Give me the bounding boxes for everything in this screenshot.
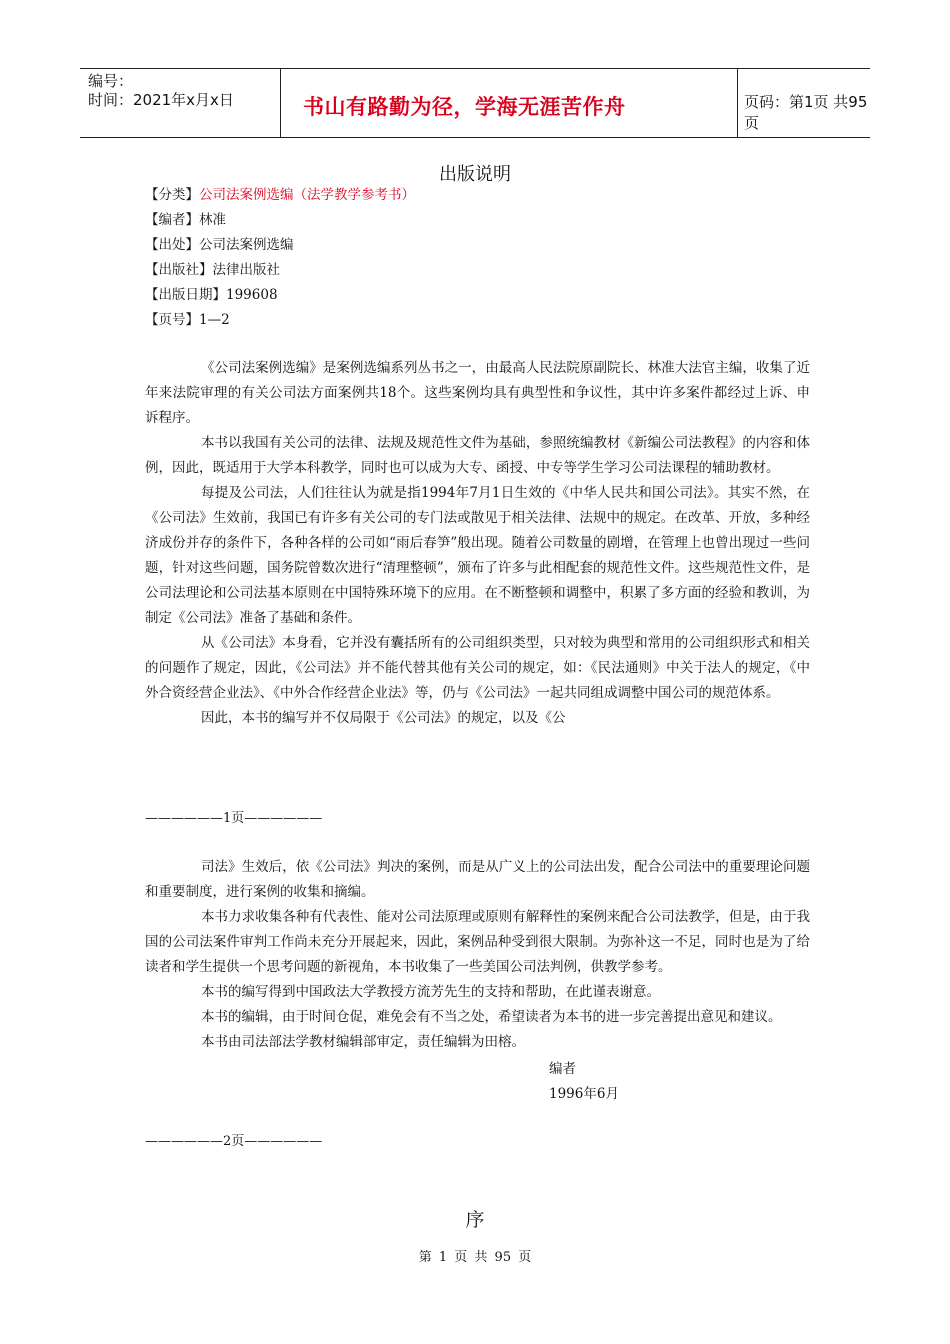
signature-date: 1996年6月 [549, 1086, 619, 1102]
meta-pages: 【页号】1—2 [145, 312, 230, 328]
document-number: 编号： [88, 72, 134, 90]
motto-text: 书山有路勤为径，学海无涯苦作舟 [303, 95, 626, 119]
meta-source: 【出处】公司法案例选编 [145, 237, 294, 253]
meta-date: 【出版日期】199608 [145, 287, 278, 303]
section-title: 序 [465, 1209, 485, 1231]
meta-editor: 【编者】林准 [145, 212, 226, 228]
page-separator-2: ——————2页—————— [145, 1134, 323, 1149]
metadata-list [145, 183, 415, 333]
header-info-cell [80, 69, 280, 137]
body-page2 [145, 855, 810, 1055]
category-link[interactable]: 公司法案例选编（法学教学参考书） [199, 187, 415, 203]
paragraph: 本书的编写得到中国政法大学教授方流芳先生的支持和帮助，在此谨表谢意。 [201, 984, 660, 1000]
paragraph: 本书以我国有关公司的法律、法规及规范性文件为基础，参照统编教材《新编公司法教程》的内容和体例，因此，既适用于大学本科教学，同时也可以成为大专、函授、中专等学生学习公司法课程的辅助教材。 [145, 435, 810, 476]
meta-publisher: 【出版社】法律出版社 [145, 262, 280, 278]
paragraph: 本书力求收集各种有代表性、能对公司法原理或原则有解释性的案例来配合公司法教学，但是，由于我国的公司法案件审判工作尚未充分开展起来，因此，案例品种受到很大限制。为弥补这一不足，同时也是为了给读者和学生提供一个思考问题的新视角，本书收集了一些美国公司法判例，供教学参考。 [145, 909, 810, 975]
signature-author: 编者 [549, 1061, 576, 1077]
header-motto-cell [280, 69, 738, 137]
paragraph: 本书的编辑，由于时间仓促，难免会有不当之处，希望读者为本书的进一步完善提出意见和建议。 [201, 1009, 782, 1025]
paragraph: 本书由司法部法学教材编辑部审定，责任编辑为田榕。 [201, 1034, 525, 1050]
paragraph: 从《公司法》本身看，它并没有囊括所有的公司组织类型，只对较为典型和常用的公司组织形式和相关的问题作了规定，因此，《公司法》并不能代替其他有关公司的规定，如：《民法通则》中关于法人的规定，《中外合资经营企业法》、《中外合作经营企业法》等，仍与《公司法》一起共同组成调整中国公司的规范体系。 [145, 635, 810, 701]
header-table [80, 68, 870, 138]
page-title: 出版说明 [439, 164, 511, 185]
body-page1 [145, 356, 810, 731]
paragraph: 《公司法案例选编》是案例选编系列丛书之一，由最高人民法院原副院长、林准大法官主编，收集了近年来法院审理的有关公司法方面案例共18个。这些案例均具有典型性和争议性，其中许多案件都经过上诉、申诉程序。 [145, 360, 810, 426]
paragraph: 因此，本书的编写并不仅局限于《公司法》的规定，以及《公 [201, 710, 566, 726]
page-separator-1: ——————1页—————— [145, 811, 323, 826]
paragraph: 每提及公司法，人们往往认为就是指1994年7月1日生效的《中华人民共和国公司法》。其实不然，在《公司法》生效前，我国已有许多有关公司的专门法或散见于相关法律、法规中的规定。在改革、开放，多种经济成份并存的条件下，各种各样的公司如“雨后春笋”般出现。随着公司数量的剧增，在管理上也曾出现过一些问题，针对这些问题，国务院曾数次进行“清理整顿”，颁布了许多与此相配套的规范性文件。这些规范性文件，是公司法理论和公司法基本原则在中国特殊环境下的应用。在不断整顿和调整中，积累了多方面的经验和教训，为制定《公司法》准备了基础和条件。 [145, 485, 810, 626]
document-time: 时间：2021年x月x日 [88, 91, 234, 109]
page-footer: 第 1 页 共 95 页 [418, 1250, 532, 1265]
paragraph: 司法》生效后，依《公司法》判决的案例，而是从广义上的公司法出发，配合公司法中的重要理论问题和重要制度，进行案例的收集和摘编。 [145, 859, 810, 900]
header-page-code: 页码：第1页 共95页 [744, 93, 868, 132]
meta-category: 【分类】公司法案例选编（法学教学参考书） [145, 187, 415, 203]
